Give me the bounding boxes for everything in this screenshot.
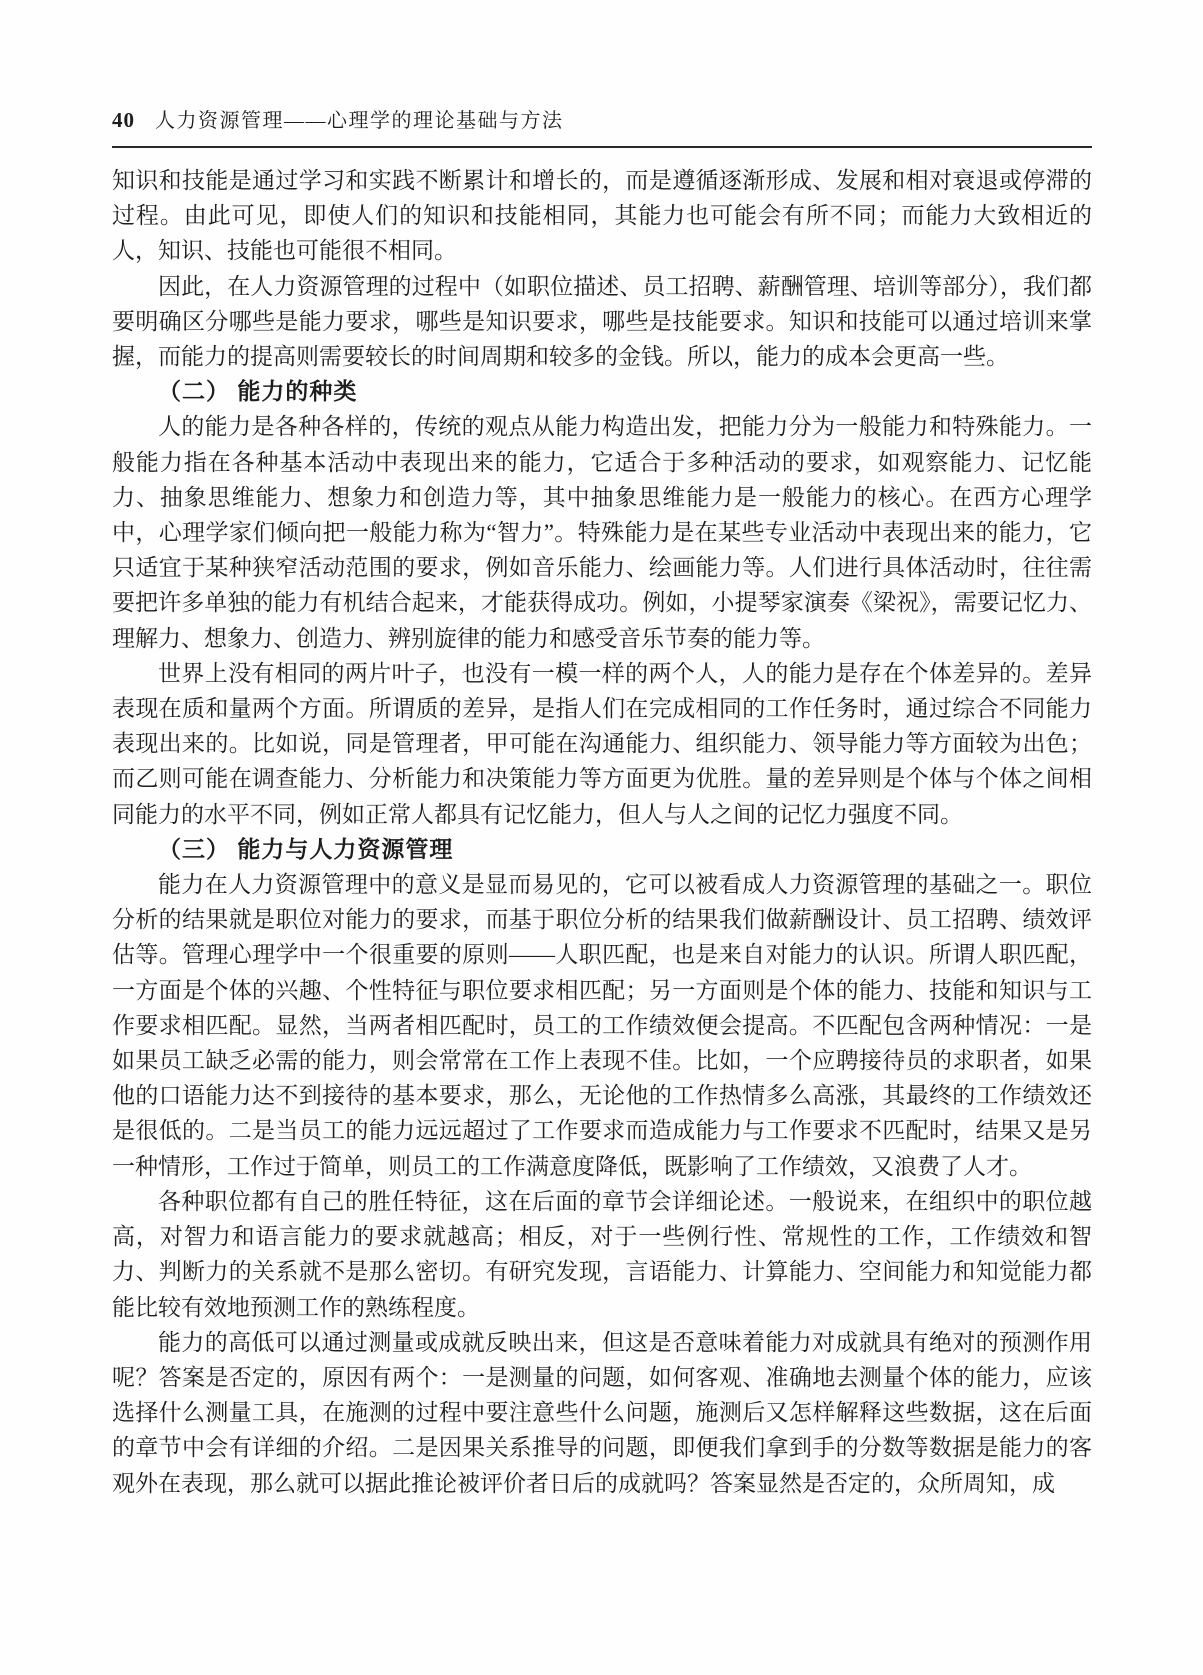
paragraph-individual-differences: 世界上没有相同的两片叶子，也没有一模一样的两个人，人的能力是存在个体差异的。差异表现在质和量两个方面。所谓质的差异，是指人们在完成相同的工作任务时，通过综合不同能力表现出来的。比如说，同是管理者，甲可能在沟通能力、组织能力、领导能力等方面较为出色；而乙则可能在调查能力、分析能力和决策能力等方面更为优胜。量的差异则是个体与个体之间相同能力的水平不同，例如正常人都具有记忆能力，但人与人之间的记忆力强度不同。 — [112, 660, 1092, 827]
section-heading-ability-hrm: （三） 能力与人力资源管理 — [158, 835, 454, 862]
paragraph-general-special-ability: 人的能力是各种各样的，传统的观点从能力构造出发，把能力分为一般能力和特殊能力。一般能力指在各种基本活动中表现出来的能力，它适合于多种活动的要求，如观察能力、记忆能力、抽象思维能力、想象力和创造力等，其中抽象思维能力是一般能力的核心。在西方心理学中，心理学家们倾向把一般能力称为“智力”。特殊能力是在某些专业活动中表现出来的能力，它只适宜于某种狭窄活动范围的要求，例如音乐能力、绘画能力等。人们进行具体活动时，往往需要把许多单独的能力有机结合起来，才能获得成功。例如，小提琴家演奏《梁祝》，需要记忆力、理解力、想象力、创造力、辨别旋律的能力和感受音乐节奏的能力等。 — [112, 414, 1092, 651]
paragraph-competency-position-level: 各种职位都有自己的胜任特征，这在后面的章节会详细论述。一般说来，在组织中的职位越高，对智力和语言能力的要求就越高；相反，对于一些例行性、常规性的工作，工作绩效和智力、判断力的关系就不是那么密切。有研究发现，言语能力、计算能力、空间能力和知觉能力都能比较有效地预测工作的熟练程度。 — [112, 1188, 1092, 1320]
running-header — [112, 104, 1092, 148]
paragraph-hr-process-requirements: 因此，在人力资源管理的过程中（如职位描述、员工招聘、薪酬管理、培训等部分），我们都要明确区分哪些是能力要求，哪些是知识要求，哪些是技能要求。知识和技能可以通过培训来掌握，而能力的提高则需要较长的时间周期和较多的金钱。所以，能力的成本会更高一些。 — [112, 273, 1092, 370]
section-heading-ability-types: （二） 能力的种类 — [158, 378, 358, 405]
paragraph-person-job-fit: 能力在人力资源管理中的意义是显而易见的，它可以被看成人力资源管理的基础之一。职位分析的结果就是职位对能力的要求，而基于职位分析的结果我们做薪酬设计、员工招聘、绩效评估等。管理心理学中一个很重要的原则——人职匹配，也是来自对能力的认识。所谓人职匹配，一方面是个体的兴趣、个性特征与职位要求相匹配；另一方面则是个体的能力、技能和知识与工作要求相匹配。显然，当两者相匹配时，员工的工作绩效便会提高。不匹配包含两种情况：一是如果员工缺乏必需的能力，则会常常在工作上表现不佳。比如，一个应聘接待员的求职者，如果他的口语能力达不到接待的基本要求，那么，无论他的工作热情多么高涨，其最终的工作绩效还是很低的。二是当员工的能力远远超过了工作要求而造成能力与工作要求不匹配时，结果又是另一种情形，工作过于简单，则员工的工作满意度降低，既影响了工作绩效，又浪费了人才。 — [112, 872, 1092, 1179]
page-body — [112, 163, 1092, 1501]
paragraph-knowledge-skills-continued: 知识和技能是通过学习和实践不断累计和增长的，而是遵循逐渐形成、发展和相对衰退或停滞的过程。由此可见，即使人们的知识和技能相同，其能力也可能会有所不同；而能力大致相近的人，知识、技能也可能很不相同。 — [112, 168, 1092, 264]
page-number: 40 — [112, 108, 135, 132]
running-title: 人力资源管理——心理学的理论基础与方法 — [155, 110, 564, 132]
paragraph-measurement-prediction: 能力的高低可以通过测量或成就反映出来，但这是否意味着能力对成就具有绝对的预测作用呢？答案是否定的，原因有两个：一是测量的问题，如何客观、准确地去测量个体的能力，应该选择什么测量工具，在施测的过程中要注意些什么问题，施测后又怎样解释这些数据，这在后面的章节中会有详细的介绍。二是因果关系推导的问题，即便我们拿到手的分数等数据是能力的客观外在表现，那么就可以据此推论被评价者日后的成就吗？答案显然是否定的，众所周知，成 — [112, 1329, 1092, 1496]
